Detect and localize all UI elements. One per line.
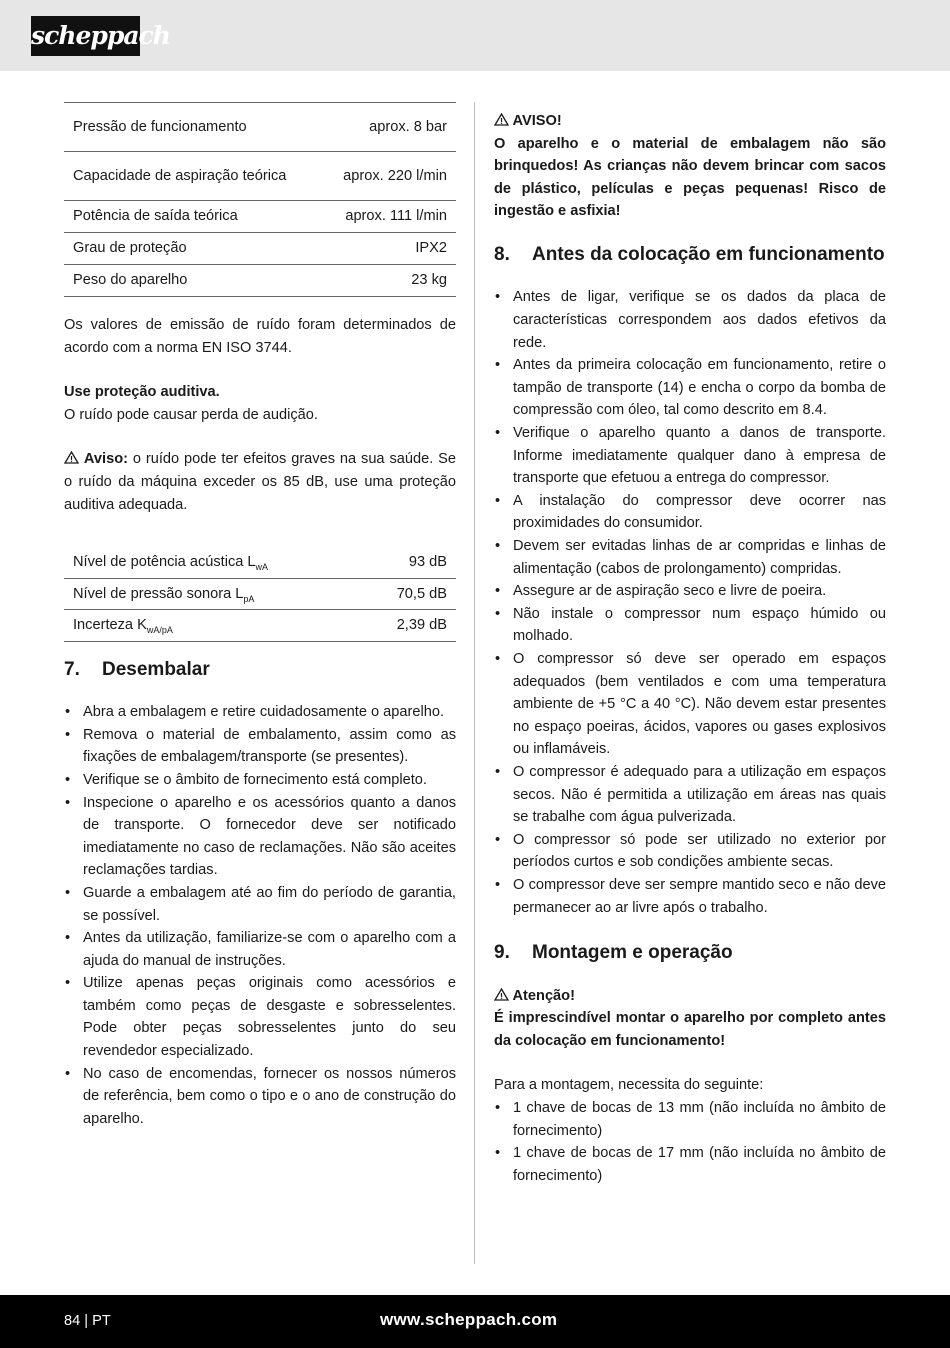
table-row (64, 233, 456, 265)
list-item: • Antes de ligar, verifique se os dados da placa de características correspondem aos dados efetivos da rede. (494, 286, 886, 354)
noise-value: 2,39 dB (396, 617, 447, 634)
list-item: • A instalação do compressor deve ocorrer nas proximidades do consumidor. (494, 490, 886, 535)
table-row (64, 610, 456, 642)
list-item: • Antes da utilização, familiarize-se com o aparelho com a ajuda do manual de instruções. (64, 927, 456, 972)
attention-title: Atenção! (494, 985, 886, 1008)
table-row (64, 547, 456, 578)
spec-label: Grau de proteção (73, 240, 187, 257)
list-item: • Guarde a embalagem até ao fim do período de garantia, se possível. (64, 882, 456, 927)
right-column (494, 110, 886, 1187)
table-row (64, 578, 456, 610)
section-7-heading: 7. Desembalar (64, 658, 210, 680)
page-number: 84 | PT (64, 1313, 111, 1329)
section-8-heading: 8. Antes da colocação em funcionamento (494, 243, 885, 265)
list-item: • O compressor só pode ser utilizado no exterior por períodos curtos e sob condições ambiente secas. (494, 829, 886, 874)
list-item: • Verifique se o âmbito de fornecimento está completo. (64, 769, 456, 792)
spec-value: 23 kg (411, 272, 447, 289)
spec-table (64, 102, 456, 297)
noise-value: 93 dB (408, 554, 447, 571)
warning-triangle-icon (494, 988, 509, 1001)
assembly-intro: Para a montagem, necessita do seguinte: (494, 1077, 764, 1094)
section-9-list (494, 1097, 886, 1187)
list-item: • 1 chave de bocas de 13 mm (não incluída no âmbito de fornecimento) (494, 1097, 886, 1142)
list-item: • O compressor só deve ser operado em espaços adequados (bem ventilados e com uma temperatura ambiente de +5 °C a 40 °C). Não devem estar presentes no espaço poeiras, ácidos, vapores ou gases explosivos ou inflamáveis. (494, 648, 886, 761)
list-item: • O compressor é adequado para a utilização em espaços secos. Não é permitida a utilização em áreas nas quais se trabalhe com água pulverizada. (494, 761, 886, 829)
spec-value: aprox. 220 l/min (343, 167, 447, 184)
warning-label: Aviso: (83, 451, 128, 468)
table-row (64, 265, 456, 297)
spec-label: Pressão de funcionamento (73, 118, 247, 135)
noise-intro: Os valores de emissão de ruído foram determinados de acordo com a norma EN ISO 3744. (64, 317, 456, 356)
attention-text: É imprescindível montar o aparelho por completo antes da colocação em funcionamento! (494, 1010, 886, 1049)
warning-triangle-icon (64, 451, 79, 464)
list-item: • Não instale o compressor num espaço húmido ou molhado. (494, 603, 886, 648)
table-row (64, 103, 456, 152)
list-item: • Remova o material de embalamento, assim como as fixações de embalagem/transporte (se presentes). (64, 724, 456, 769)
list-item: • Assegure ar de aspiração seco e livre de poeira. (494, 580, 886, 603)
brand-logo: scheppach (31, 16, 140, 56)
spec-label: Potência de saída teórica (73, 208, 238, 225)
hearing-protection-title: Use proteção auditiva. (64, 384, 220, 401)
section-7-list (64, 701, 456, 1130)
warning-text: o ruído pode ter efeitos graves na sua saúde. Se o ruído da máquina exceder os 85 dB, use uma proteção auditiva adequada. (64, 451, 457, 513)
table-row (64, 201, 456, 233)
list-item: • No caso de encomendas, fornecer os nossos números de referência, bem como o tipo e o ano de construção do aparelho. (64, 1063, 456, 1131)
list-item: • Devem ser evitadas linhas de ar compridas e linhas de alimentação (cabos de prolongamento) compridas. (494, 535, 886, 580)
column-divider (474, 102, 475, 1264)
website-url: www.scheppach.com (380, 1310, 558, 1329)
noise-label: Nível de pressão sonora $L_{pA}$ (73, 585, 255, 604)
hearing-protection-text: O ruído pode causar perda de audição. (64, 406, 318, 423)
packaging-warning-title: AVISO! (494, 110, 886, 133)
spec-label: Capacidade de aspiração teórica (73, 167, 287, 184)
section-8-list (494, 286, 886, 919)
header-bar (0, 0, 950, 71)
list-item: • Antes da primeira colocação em funcionamento, retire o tampão de transporte (14) e encha o corpo da bomba de compressão com óleo, tal como descrito em 8.4. (494, 354, 886, 422)
noise-table (64, 547, 456, 642)
packaging-warning-text: O aparelho e o material de embalagem não são brinquedos! As crianças não devem brincar com sacos de plástico, películas e peças pequenas! Risco de ingestão e asfixia! (494, 135, 886, 220)
section-9-heading: 9. Montagem e operação (494, 942, 733, 964)
list-item: • Inspecione o aparelho e os acessórios quanto a danos de transporte. O fornecedor deve ser notificado imediatamente no caso de reclamações. Não são aceites reclamações tardias. (64, 792, 456, 882)
list-item: • Verifique o aparelho quanto a danos de transporte. Informe imediatamente qualquer dano à empresa de transporte que efetuou a entrega do compressor. (494, 422, 886, 490)
noise-warning (64, 448, 456, 516)
spec-value: aprox. 111 l/min (345, 208, 447, 225)
spec-label: Peso do aparelho (73, 272, 188, 289)
list-item: • O compressor deve ser sempre mantido seco e não deve permanecer ao ar livre após o trabalho. (494, 874, 886, 919)
table-row (64, 152, 456, 201)
warning-triangle-icon (494, 113, 509, 126)
spec-value: IPX2 (415, 240, 447, 257)
spec-value: aprox. 8 bar (369, 118, 447, 135)
list-item: • 1 chave de bocas de 17 mm (não incluída no âmbito de fornecimento) (494, 1142, 886, 1187)
noise-label: Incerteza $K_{wA/pA}$ (73, 617, 173, 636)
list-item: • Abra a embalagem e retire cuidadosamente o aparelho. (64, 701, 456, 724)
left-column (64, 102, 456, 1130)
footer-bar (0, 1295, 950, 1348)
noise-label: Nível de potência acústica $L_{wA}$ (73, 554, 269, 573)
noise-value: 70,5 dB (396, 585, 447, 602)
list-item: • Utilize apenas peças originais como acessórios e também como peças de desgaste e sobresselentes. Pode obter peças sobresselentes junto do seu revendedor especializado. (64, 972, 456, 1062)
